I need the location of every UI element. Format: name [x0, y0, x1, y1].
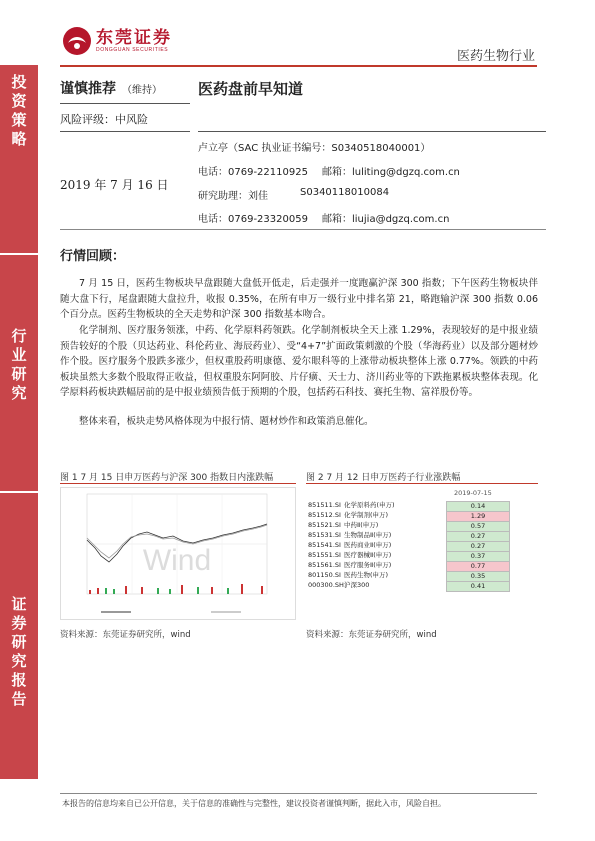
header-divider	[60, 65, 537, 67]
figure1-chart	[60, 487, 296, 620]
logo-en-text: DONGGUAN SECURITIES	[96, 47, 169, 53]
table-row	[306, 541, 538, 550]
sidebar-label-industry: 行业研究	[11, 327, 27, 402]
table-row	[306, 501, 538, 510]
row-name: 化学原料药(申万)	[344, 501, 395, 509]
row-name: 医疗器械Ⅱ(申万)	[344, 551, 392, 559]
risk-divider	[60, 131, 190, 132]
rating-sub: （维持）	[122, 85, 162, 96]
table-date: 2019-07-15	[454, 489, 492, 497]
figure2-caption: 图 2 7 月 12 日申万医药子行业涨跌幅	[306, 473, 461, 483]
figure1-caption: 图 1 7 月 15 日申万医药与沪深 300 指数日内涨跌幅	[60, 473, 274, 483]
report-title: 医药盘前早知道	[198, 80, 304, 98]
sidebar-label-strategy: 投资策略	[11, 73, 27, 148]
row-value: 0.77	[446, 561, 510, 572]
row-name: 中药Ⅱ(申万)	[344, 521, 379, 529]
sidebar-label-report: 证券研究报告	[11, 595, 27, 708]
assistant-phone: 电话：0769-23320059	[198, 214, 308, 225]
row-code: 000300.SH	[308, 581, 344, 589]
figure2-table	[306, 487, 538, 620]
row-value: 0.41	[446, 581, 510, 592]
row-name: 医疗服务Ⅱ(申万)	[344, 561, 392, 569]
row-value: 0.57	[446, 521, 510, 532]
risk-rating: 风险评级：中风险	[60, 113, 148, 126]
figure1-source: 资料来源：东莞证券研究所，wind	[60, 630, 191, 640]
wind-watermark: Wind	[142, 544, 212, 577]
table-row	[306, 571, 538, 580]
report-date: 2019 年 7 月 16 日	[60, 178, 169, 192]
analyst-email[interactable]: 邮箱：luliting@dgzq.com.cn	[322, 167, 460, 178]
rating-label: 谨慎推荐	[60, 81, 116, 97]
paragraph-3: 整体来看，板块走势风格体现为中报行情、题材炒作和政策消息催化。	[79, 416, 374, 427]
figure1-rule	[60, 483, 296, 484]
assistant-id: S0340118010084	[300, 187, 390, 198]
logo-cn-text: 东莞证券	[96, 28, 172, 48]
table-row	[306, 551, 538, 560]
disclaimer: 本报告的信息均来自已公开信息，关于信息的准确性与完整性，建议投资者谨慎判断，据此入市，风险自担。	[62, 799, 446, 808]
row-code: 801150.SI	[308, 571, 341, 579]
row-value: 1.29	[446, 511, 510, 522]
logo-emblem-icon	[62, 26, 92, 56]
contact-divider	[60, 229, 546, 230]
figure2-source: 资料来源：东莞证券研究所，wind	[306, 630, 437, 640]
section-title: 行情回顾：	[60, 249, 126, 264]
paragraph-1: 7 月 15 日，医药生物板块早盘跟随大盘低开低走，后走强并一度跑赢沪深 300 指数；下午医药生物板块伴随大盘下行，尾盘跟随大盘拉升，收报 0.35%，在所有申万一级行业中排名第 21，略跑输沪深 300 指数 0.06 个百分点。医药生物板块的全天走势和沪深 300 指数基本吻合。	[60, 278, 538, 320]
table-row	[306, 521, 538, 530]
analyst-phone: 电话：0769-22110925	[198, 167, 308, 178]
company-logo	[62, 26, 172, 56]
row-code: 851561.SI	[308, 561, 341, 569]
paragraph-2: 化学制剂、医疗服务领涨，中药、化学原料药领跌。化学制剂板块全天上涨 1.29%，表现较好的是中报业绩预告较好的个股（贝达药业、科伦药业、海辰药业）、受“4+7”扩面政策刺激的个股（华海药业）以及部分题材炒作个股。医疗服务个股跌多涨少，但权重股药明康德、爱尔眼科等的上涨带动板块整体上涨 0.77%。领跌的中药板块虽然大多数个股取得正收益，但权重股东阿阿胶、片仔癀、天士力、济川药业等的下跌拖累板块整体表现。化学原料药板块跌幅居前的是中报业绩预告低于预期的个股，包括药石科技、赛托生物、富祥股份等。	[60, 325, 538, 398]
table-row	[306, 511, 538, 520]
table-row	[306, 561, 538, 570]
row-code: 851521.SI	[308, 521, 341, 529]
table-row	[306, 531, 538, 540]
table-row	[306, 581, 538, 590]
row-code: 851531.SI	[308, 531, 341, 539]
row-name: 化学制剂(申万)	[344, 511, 389, 519]
figure2-rule	[306, 483, 538, 484]
title-divider	[198, 131, 546, 132]
rating-divider	[60, 103, 190, 104]
row-code: 851541.SI	[308, 541, 341, 549]
intraday-chart-svg	[61, 488, 297, 621]
row-code: 851511.SI	[308, 501, 341, 509]
industry-label: 医药生物行业	[456, 49, 535, 64]
rating	[60, 78, 162, 98]
assistant-name: 研究助理：刘佳	[198, 191, 268, 202]
row-value: 0.27	[446, 541, 510, 552]
row-value: 0.37	[446, 551, 510, 562]
row-code: 851512.SI	[308, 511, 341, 519]
footer-divider	[60, 793, 537, 794]
row-value: 0.14	[446, 501, 510, 512]
assistant-email[interactable]: 邮箱：liujia@dgzq.com.cn	[322, 214, 450, 225]
sidebar	[0, 65, 38, 779]
row-name: 生物制品Ⅱ(申万)	[344, 531, 392, 539]
row-value: 0.27	[446, 531, 510, 542]
row-value: 0.35	[446, 571, 510, 582]
row-code: 851551.SI	[308, 551, 341, 559]
analyst-line: 卢立亭（SAC 执业证书编号：S0340518040001）	[198, 143, 431, 154]
row-name: 医药商业Ⅱ(申万)	[344, 541, 392, 549]
row-name: 医药生物(申万)	[344, 571, 389, 579]
row-name: 沪深300	[344, 581, 370, 589]
